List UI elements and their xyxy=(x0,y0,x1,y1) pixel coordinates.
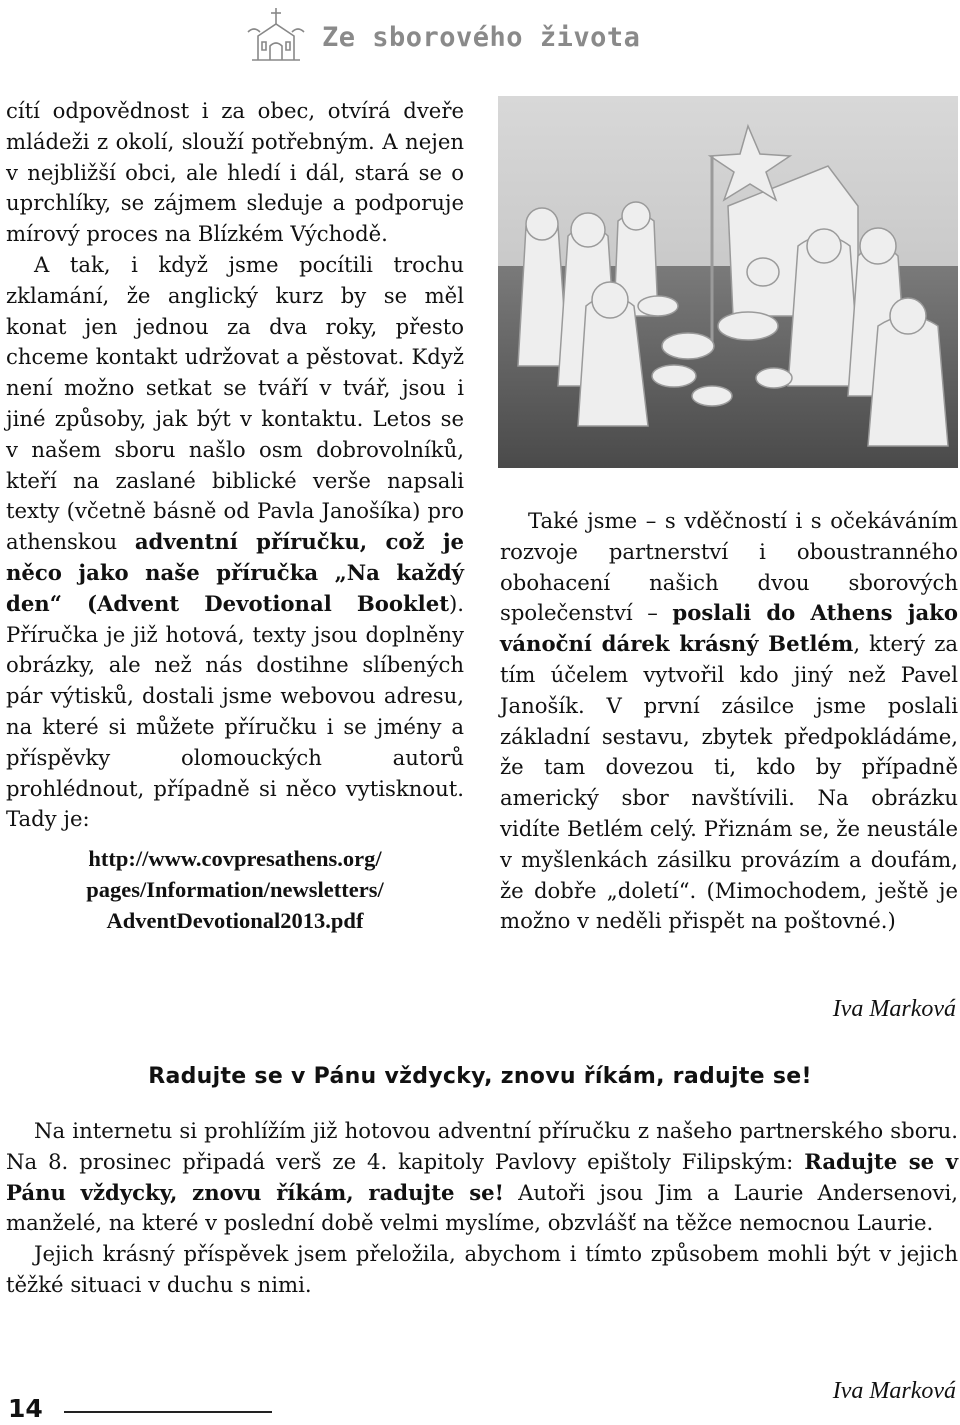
text-run: A tak, i když jsme pocítili trochu zklamání, že anglický kurz by se měl konat jen jednou za dva roky, přesto chceme kontakt udržovat a pěstovat. Když není možno setkat se tváří v tvář, jsou i jiné způsoby, jak být v kontaktu. Letos se v našem sboru našlo osm dobrovolníků, kteří na zaslané biblické verše napsali texty (včetně básně od Pavla Janošíka) pro athenskou xyxy=(6,251,464,555)
section-heading: Radujte se v Pánu vždycky, znovu říkám, radujte se! xyxy=(148,1064,812,1089)
page-header xyxy=(0,0,960,90)
bold-text: Radujte se v Pánu vždycky, znovu říkám, radujte se! xyxy=(6,1148,959,1205)
nativity-scene-image xyxy=(498,96,958,468)
nativity-photo xyxy=(498,96,958,468)
bottom-section xyxy=(6,1116,958,1301)
url-line: AdventDevotional2013.pdf xyxy=(106,908,364,934)
paragraph xyxy=(6,250,464,835)
text-run: Autoři jsou Jim a Laurie Andersenovi, manželé, na které v poslední době velmi myslíme, obzvlášť na těžce nemocnou Laurie. xyxy=(6,1179,958,1236)
paragraph: Jejich krásný příspěvek jsem přeložila, abychom i tímto způsobem mohli být v jejich těžké situaci v duchu s nimi. xyxy=(6,1241,958,1297)
text-run: , který za tím účelem vytvořil kdo jiný než Pavel Janošík. V první zásilce jsme poslali základní sestavu, zbytek předpokládáme, že tam dovezou ti, kdo by případně americký sbor navštívili. Na obrázku vidíte Betlém celý. Přiznám se, že neustále v myšlenkách zásilku provázím a doufám, že dobře „doletí“. (Mimochodem, ještě je možno v neděli přispět na poštovné.) xyxy=(500,631,958,934)
paragraph xyxy=(6,1116,958,1239)
church-logo-icon xyxy=(244,2,308,66)
section-title: Ze sborového života xyxy=(322,22,641,53)
left-column xyxy=(6,96,464,936)
bold-text: adventní příručku, což je něco jako naše příručka „Na každý den“ (Advent Devotional Booklet xyxy=(6,529,465,616)
booklet-url[interactable] xyxy=(6,843,464,936)
text-run: Na internetu si prohlížím již hotovou adventní příručku z našeho partnerského sboru. Na 8. prosinec připadá verš ze 4. kapitoly Pavlovy epištoly Filipským: xyxy=(6,1118,958,1174)
footer-rule xyxy=(64,1411,272,1413)
paragraph: cítí odpovědnost i za obec, otvírá dveře mládeži z okolí, slouží potřebným. A nejen v nejbližší obci, ale hledí i dál, stará se o uprchlíky, se zájmem sleduje a podporuje mírový proces na Blízkém Východě. xyxy=(6,98,464,247)
text-run: Také jsme – s vděčností i s očekáváním rozvoje partnerství i oboustranného obohacení našich dvou sborových společenství – xyxy=(500,508,958,626)
bold-text: poslali do Athens jako vánoční dárek krásný Betlém xyxy=(500,600,958,657)
url-line: pages/Information/newsletters/ xyxy=(86,877,384,903)
url-line: http://www.covpresathens.org/ xyxy=(88,846,382,872)
paragraph xyxy=(500,506,958,937)
page-number: 14 xyxy=(8,1394,43,1423)
text-run: ). Příručka je již hotová, texty jsou doplněny obrázky, ale než nás dostihne slíbených pár výtisků, dostali jsme webovou adresu, na které si můžete příručku i se jmény a příspěvky olomouckých autorů prohlédnout, případně si něco vytisknout. Tady je: xyxy=(6,590,464,832)
right-column xyxy=(500,506,958,937)
author-signature: Iva Marková xyxy=(832,996,956,1022)
author-signature: Iva Marková xyxy=(832,1378,956,1404)
